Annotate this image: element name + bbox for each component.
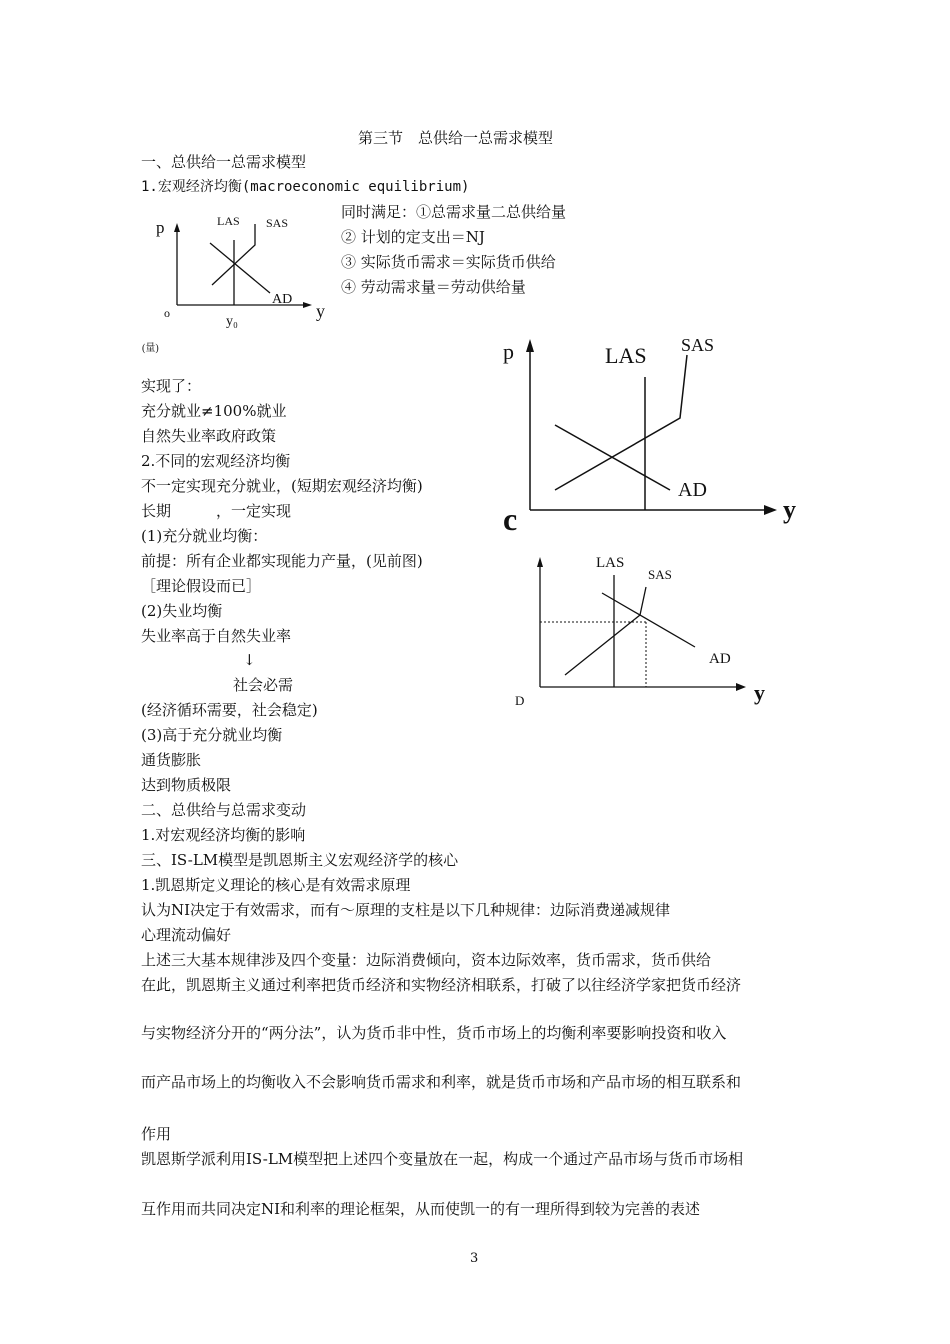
text-line: ［理论假设而已］	[141, 577, 262, 595]
fig1-label-las: LAS	[217, 214, 240, 228]
fig3-axis-y: y	[754, 680, 765, 705]
text-line: 自然失业率政府政策	[141, 427, 277, 445]
fig1-note: (量)	[142, 343, 159, 354]
condition-3: ③ 实际货币需求＝实际货币供给	[341, 253, 556, 271]
fig1-label-y0: y₀	[226, 314, 238, 329]
fig3-label-las: LAS	[596, 555, 625, 571]
fig2-origin-c: c	[503, 501, 518, 535]
text-line: 而产品市场上的均衡收入不会影响货币需求和利率，就是货币市场和产品市场的相互联系和	[141, 1073, 742, 1091]
fig3-label-sas: SAS	[648, 567, 672, 582]
text-line: 充分就业≠100%就业	[141, 402, 287, 420]
fig1-label-ad: AD	[272, 292, 293, 307]
page-title: 第三节 总供给一总需求模型	[358, 129, 554, 147]
text-line: 长期 ，一定实现	[141, 502, 292, 520]
fig3-origin-d: D	[515, 693, 525, 708]
down-arrow-icon: ↓	[243, 651, 256, 669]
text-line: (1)充分就业均衡：	[141, 527, 268, 545]
condition-2: ② 计划的定支出＝NJ	[341, 228, 485, 246]
section-heading-1: 一、总供给一总需求模型	[141, 153, 307, 171]
text-line: 作用	[141, 1125, 172, 1143]
fig2-axis-p: p	[503, 339, 514, 364]
condition-4: ④ 劳动需求量＝劳动供给量	[341, 278, 526, 296]
fig2-axis-y: y	[783, 495, 796, 524]
text-line: 与实物经济分开的“两分法”，认为货币非中性，货币市场上的均衡利率要影响投资和收入	[141, 1024, 727, 1042]
fig1-origin: o	[164, 306, 170, 320]
text-line: (经济循环需要，社会稳定)	[141, 701, 318, 719]
text-line: 在此，凯恩斯主义通过利率把货币经济和实物经济相联系，打破了以往经济学家把货币经济	[141, 976, 742, 994]
fig3-label-ad: AD	[709, 651, 731, 667]
figure-gap-equilibrium	[510, 545, 780, 715]
condition-1: 同时满足：①总需求量二总供给量	[341, 203, 567, 221]
text-line: 认为NI决定于有效需求，而有～原理的支柱是以下几种规律：边际消费递减规律	[141, 901, 671, 919]
text-line: 达到物质极限	[141, 776, 232, 794]
text-line: 失业率高于自然失业率	[141, 627, 292, 645]
fig2-label-las: LAS	[605, 343, 647, 368]
page-number: 3	[470, 1251, 479, 1266]
text-line: 上述三大基本规律涉及四个变量：边际消费倾向，资本边际效率，货币需求，货币供给	[141, 951, 712, 969]
text-line: 通货膨胀	[141, 751, 202, 769]
text-line: 不一定实现充分就业，(短期宏观经济均衡)	[141, 477, 423, 495]
fig2-label-sas: SAS	[681, 335, 715, 355]
section-heading-3: 三、IS-LM模型是凯恩斯主义宏观经济学的核心	[141, 851, 459, 869]
fig1-axis-y: y	[316, 301, 325, 321]
text-line: 实现了：	[141, 377, 202, 395]
text-line: 心理流动偏好	[141, 926, 232, 944]
text-line: 社会必需	[233, 676, 294, 694]
fig2-label-ad: AD	[678, 479, 707, 501]
subheading-different-equilibria: 2.不同的宏观经济均衡	[141, 452, 291, 470]
fig1-label-sas: SAS	[266, 216, 289, 230]
fig1-axis-p: p	[156, 218, 165, 237]
text-line: 前提：所有企业都实现能力产量，(见前图)	[141, 552, 423, 570]
section-heading-2: 二、总供给与总需求变动	[141, 801, 307, 819]
subheading-macro-equilibrium: 1.宏观经济均衡(macroeconomic equilibrium)	[141, 179, 470, 195]
figure-small-as-ad	[140, 205, 340, 355]
text-line: 互作用而共同决定NI和利率的理论框架，从而使凯一的有一理所得到较为完善的表述	[141, 1200, 701, 1218]
text-line: 凯恩斯学派利用IS-LM模型把上述四个变量放在一起，构成一个通过产品市场与货币市场相	[141, 1150, 744, 1168]
text-line: (2)失业均衡	[141, 602, 223, 620]
text-line: 1.凯恩斯定义理论的核心是有效需求原理	[141, 876, 411, 894]
text-line: 1.对宏观经济均衡的影响	[141, 826, 306, 844]
figure-large-as-ad	[495, 325, 815, 535]
text-line: (3)高于充分就业均衡	[141, 726, 283, 744]
